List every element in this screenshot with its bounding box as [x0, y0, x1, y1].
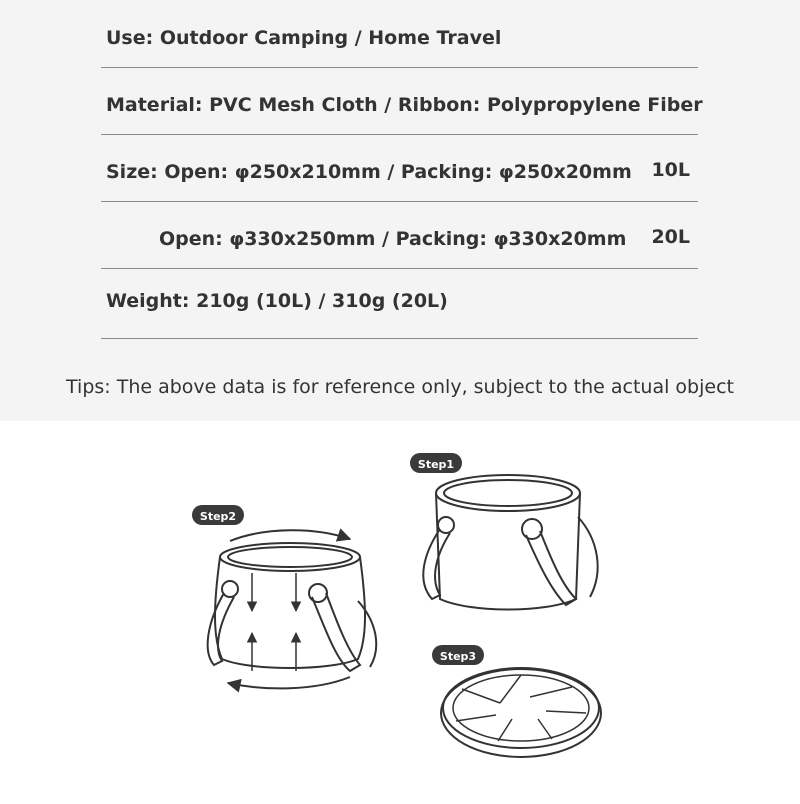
step3-folded-illustration: [432, 645, 601, 757]
step3-top-ring: [443, 668, 599, 748]
spec-material-text: Material: PVC Mesh Cloth / Ribbon: Polypropylene Fiber: [106, 94, 703, 116]
spec-row-use: [101, 1, 698, 68]
rotate-arrow-top: [230, 530, 350, 541]
spec-row-weight: [101, 269, 698, 339]
folding-steps-illustration: [0, 421, 800, 800]
step1-grommet-left: [438, 517, 454, 533]
step1-bucket-illustration: [410, 453, 598, 610]
step2-body: [215, 557, 365, 668]
step2-rim-inner: [228, 547, 352, 567]
step3-inner-ring: [453, 675, 589, 741]
step1-handle-left: [423, 529, 450, 599]
step1-label: Step1: [417, 458, 455, 471]
spec-capacity-10l: 10L: [651, 159, 690, 181]
step3-label: Step3: [439, 650, 477, 663]
step2-label: Step2: [199, 510, 237, 523]
tips-note: Tips: The above data is for reference only, subject to the actual object: [66, 376, 734, 398]
spec-size-20l-text: Open: φ330x250mm / Packing: φ330x20mm: [159, 228, 627, 250]
step2-handle-right: [312, 593, 360, 671]
step1-grommet-right: [522, 519, 542, 539]
step2-grommet-right: [309, 584, 327, 602]
rotate-arrow-bottom: [228, 677, 350, 688]
step1-rim-inner: [444, 480, 572, 506]
spec-row-size-20l: [101, 202, 698, 269]
spec-capacity-20l: 20L: [651, 226, 690, 248]
spec-row-material: [101, 68, 703, 135]
step3-fold-lines: [456, 675, 586, 741]
spec-use-text: Use: Outdoor Camping / Home Travel: [106, 27, 502, 49]
step1-side-strap: [578, 517, 598, 597]
step2-bucket-illustration: [192, 505, 376, 688]
step2-side-strap: [358, 601, 376, 667]
spec-row-size-10l: [101, 135, 698, 202]
step2-grommet-left: [222, 581, 238, 597]
step1-handle-right: [526, 531, 576, 605]
spec-size-10l-text: Size: Open: φ250x210mm / Packing: φ250x20mm: [106, 161, 632, 183]
spec-weight-text: Weight: 210g (10L) / 310g (20L): [106, 290, 448, 312]
